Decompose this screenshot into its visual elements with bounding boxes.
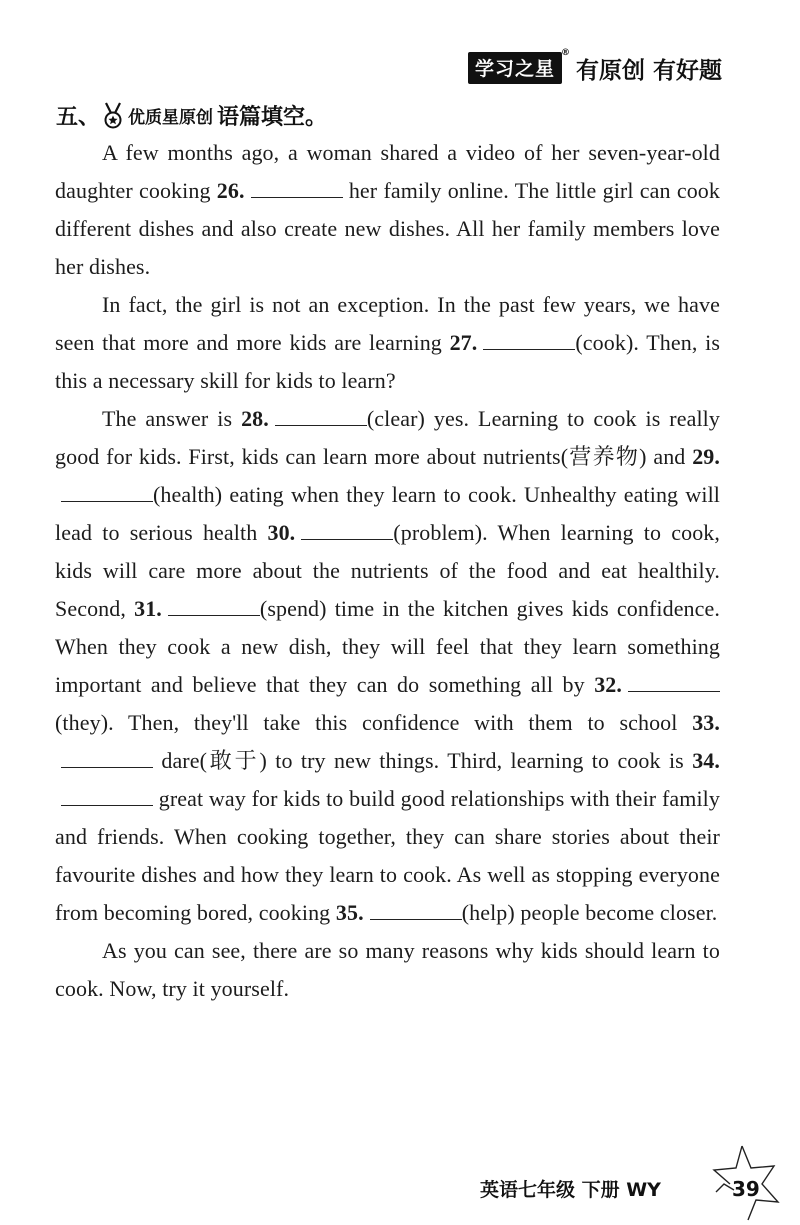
passage-paragraph [55, 400, 720, 932]
question-number: 29. [692, 444, 720, 469]
section-title: 语篇填空。 [217, 105, 328, 130]
answer-blank[interactable] [275, 405, 367, 426]
section-heading [56, 100, 327, 131]
paragraph-text: (clear) yes. Learning to cook is really good for kids. First, kids can learn more about nutrients(营养物) and [55, 406, 720, 469]
question-number: 35. [335, 900, 364, 925]
answer-blank[interactable] [301, 519, 393, 540]
paragraph-text: A few months ago, a woman shared a video of her seven-year-old daughter cooking [55, 140, 720, 203]
passage-paragraph [55, 286, 720, 400]
question-number: 26. [216, 178, 245, 203]
paragraph-text: great way for kids to build good relationships with their family and friends. When cooking together, they can share stories about their favourite dishes and how they learn to cook. As well as stopping everyone from becoming bored, cooking [55, 786, 720, 925]
answer-blank[interactable] [628, 671, 720, 692]
answer-blank[interactable] [168, 595, 260, 616]
section-number: 五、 [56, 105, 101, 130]
question-number: 31. [134, 596, 162, 621]
paragraph-text: In fact, the girl is not an exception. In the past few years, we have seen that more and more kids are learning [55, 292, 720, 355]
question-number: 27. [449, 330, 478, 355]
medal-icon [100, 101, 126, 131]
section-tag: 优质星原创 [128, 108, 214, 128]
answer-blank[interactable] [61, 481, 153, 502]
header-slogan: 有原创 有好题 [575, 57, 722, 84]
question-number: 32. [594, 672, 622, 697]
passage-paragraph [55, 134, 720, 286]
answer-blank[interactable] [251, 177, 343, 198]
paragraph-text: The answer is [102, 406, 242, 431]
answer-blank[interactable] [61, 785, 153, 806]
question-number: 28. [241, 406, 269, 431]
answer-blank[interactable] [61, 747, 153, 768]
paragraph-text: (help) people become closer. [461, 900, 718, 925]
answer-blank[interactable] [483, 329, 575, 350]
footer-book-info: 英语七年级 下册 WY [480, 1179, 661, 1201]
paragraph-text: (cook). Then, is this a necessary skill for kids to learn? [55, 330, 720, 393]
page-number: 39 [732, 1177, 760, 1201]
paragraph-text: her family online. The little girl can cook different dishes and also create new dishes. All her family members love her dishes. [55, 178, 720, 279]
paragraph-text: (spend) time in the kitchen gives kids confidence. When they cook a new dish, they will feel that they learn something important and believe that they can do something all by [55, 596, 720, 697]
passage-body [55, 134, 720, 1008]
paragraph-text: (health) eating when they learn to cook. Unhealthy eating will lead to serious health [55, 482, 720, 545]
passage-paragraph [55, 932, 720, 1008]
answer-blank[interactable] [370, 899, 462, 920]
page-header [468, 50, 722, 86]
paragraph-text: dare(敢于) to try new things. Third, learning to cook is [153, 748, 693, 773]
question-number: 34. [692, 748, 720, 773]
paragraph-text: (they). Then, they'll take this confidence with them to school [55, 710, 693, 735]
paragraph-text: (problem). When learning to cook, kids will care more about the nutrients of the food and eat healthily. Second, [55, 520, 720, 621]
question-number: 30. [267, 520, 296, 545]
brand-logo-text: 学习之星 [474, 58, 555, 80]
brand-logo: 学习之星 ® [468, 52, 562, 84]
question-number: 33. [692, 710, 720, 735]
paragraph-text: As you can see, there are so many reasons why kids should learn to cook. Now, try it yourself. [55, 938, 720, 1001]
